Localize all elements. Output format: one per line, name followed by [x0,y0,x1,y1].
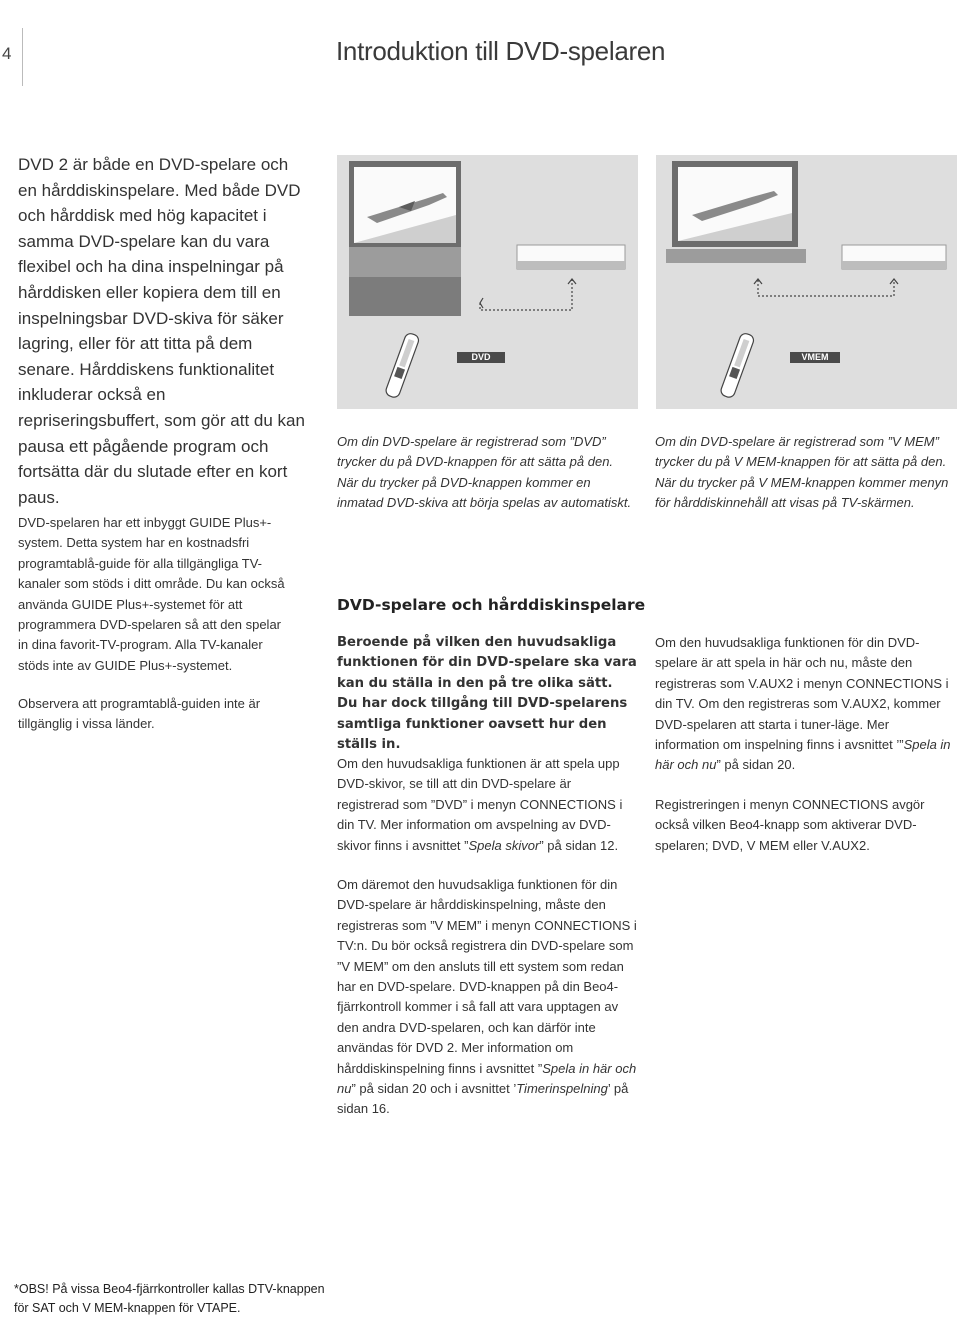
dvd-player-illustration [517,245,625,269]
dvd-player-illustration [842,245,946,269]
aux-registration-paragraph: Om den huvudsakliga funktionen för din DVD-spelare är att spela in här och nu, måste den registreras som V.AUX2 i menyn CONNECTIONS i din TV. Om den registreras som V.AUX2, kommer DVD-spelaren att starta i tuner-läge. Mer information om inspelning finns i avsnittet ’”Spela in här och nu” på sidan 20. [655,635,951,773]
dvd-button-label: DVD [471,352,491,362]
registration-note: Registreringen i menyn CONNECTIONS avgör också vilken Beo4-knapp som aktiverar DVD-spelaren; DVD, V MEM eller V.AUX2. [655,797,925,853]
section-heading: DVD-spelare och hårddiskinspelare [337,596,646,614]
vmem-button-label: VMEM [801,352,829,362]
availability-note: Observera att programtablå-guiden inte är tillgänglig i vissa länder. [18,696,261,732]
figure-vmem-setup [656,155,957,409]
intro-paragraph: DVD 2 är både en DVD-spelare och en hårddiskinspelare. Med både DVD och hårddisk med hög kapacitet i samma DVD-spelare kan du vara flexibel och ha dina inspelningar på hårddisken eller kopiera dem till en inspelningsbar DVD-skiva för säker lagring, eller för att titta på dem senare. Hårddiskens funktionalitet inkluderar också en repriseringsbuffert, som gör att du kan pausa ett pågående program och fortsätta där du slutade efter en kort paus. [18,155,305,507]
section-lead: Beroende på vilken den huvudsakliga funktionen för din DVD-spelare ska vara kan du ställa in den på tre olika sätt. Du har dock tillgång till DVD-spelarens samtliga funktioner oavsett hur den ställs in. [337,635,637,753]
guide-plus-paragraph: DVD-spelaren har ett inbyggt GUIDE Plus+-system. Detta system har en kostnadsfri programtablå-guide för alla tillgängliga TV-kanaler som stöds i ditt område. Du kan också använda GUIDE Plus+-systemet för att programmera DVD-spelaren så att den spelar in dina favorit-TV-program. Alla TV-kanaler stöds inte av GUIDE Plus+-systemet. [18,515,285,673]
dvd-registration-paragraph: Om den huvudsakliga funktionen är att spela upp DVD-skivor, se till att din DVD-spelare är registrerad som ”DVD” i menyn CONNECTIONS i din TV. Mer information om avspelning av DVD-skivor finns i avsnittet ”Spela skivor” på sidan 12. [337,756,623,853]
page-title: Introduktion till DVD-spelaren [336,36,666,66]
figure-dvd-caption: Om din DVD-spelare är registrerad som ”DVD” trycker du på DVD-knappen för att sätta på den. När du trycker på DVD-knappen kommer en inmatad DVD-skiva att börja spelas av automatiskt. [337,434,632,511]
vmem-registration-paragraph: Om däremot den huvudsakliga funktionen för din DVD-spelare är hårddiskinspelning, måste den registreras som ”V MEM” i menyn CONNECTIONS i TV:n. Du bör också registrera din DVD-spelare som ”V MEM” om den ansluts till ett system som redan har en DVD-spelare. DVD-knappen på din Beo4-fjärrkontroll kommer i så fall att vara upptagen av den andra DVD-spelaren, och kan därför inte användas för DVD 2. Mer information om hårddiskinspelning finns i avsnittet ”Spela in här och nu” på sidan 20 och i avsnittet ’Timerinspelning’ på sidan 16. [337,877,637,1117]
tv-illustration [349,161,461,316]
page-number: 4 [2,44,12,63]
header-rule [22,28,23,86]
footnote: *OBS! På vissa Beo4-fjärrkontroller kallas DTV-knappen för SAT och V MEM-knappen för VTAPE. [14,1282,325,1315]
figure-dvd-setup [337,155,638,409]
figure-vmem-caption: Om din DVD-spelare är registrerad som ”V MEM” trycker du på V MEM-knappen för att sätta på den. När du trycker på V MEM-knappen kommer menyn för hårddiskinnehåll att visas på TV-skärmen. [655,434,949,511]
